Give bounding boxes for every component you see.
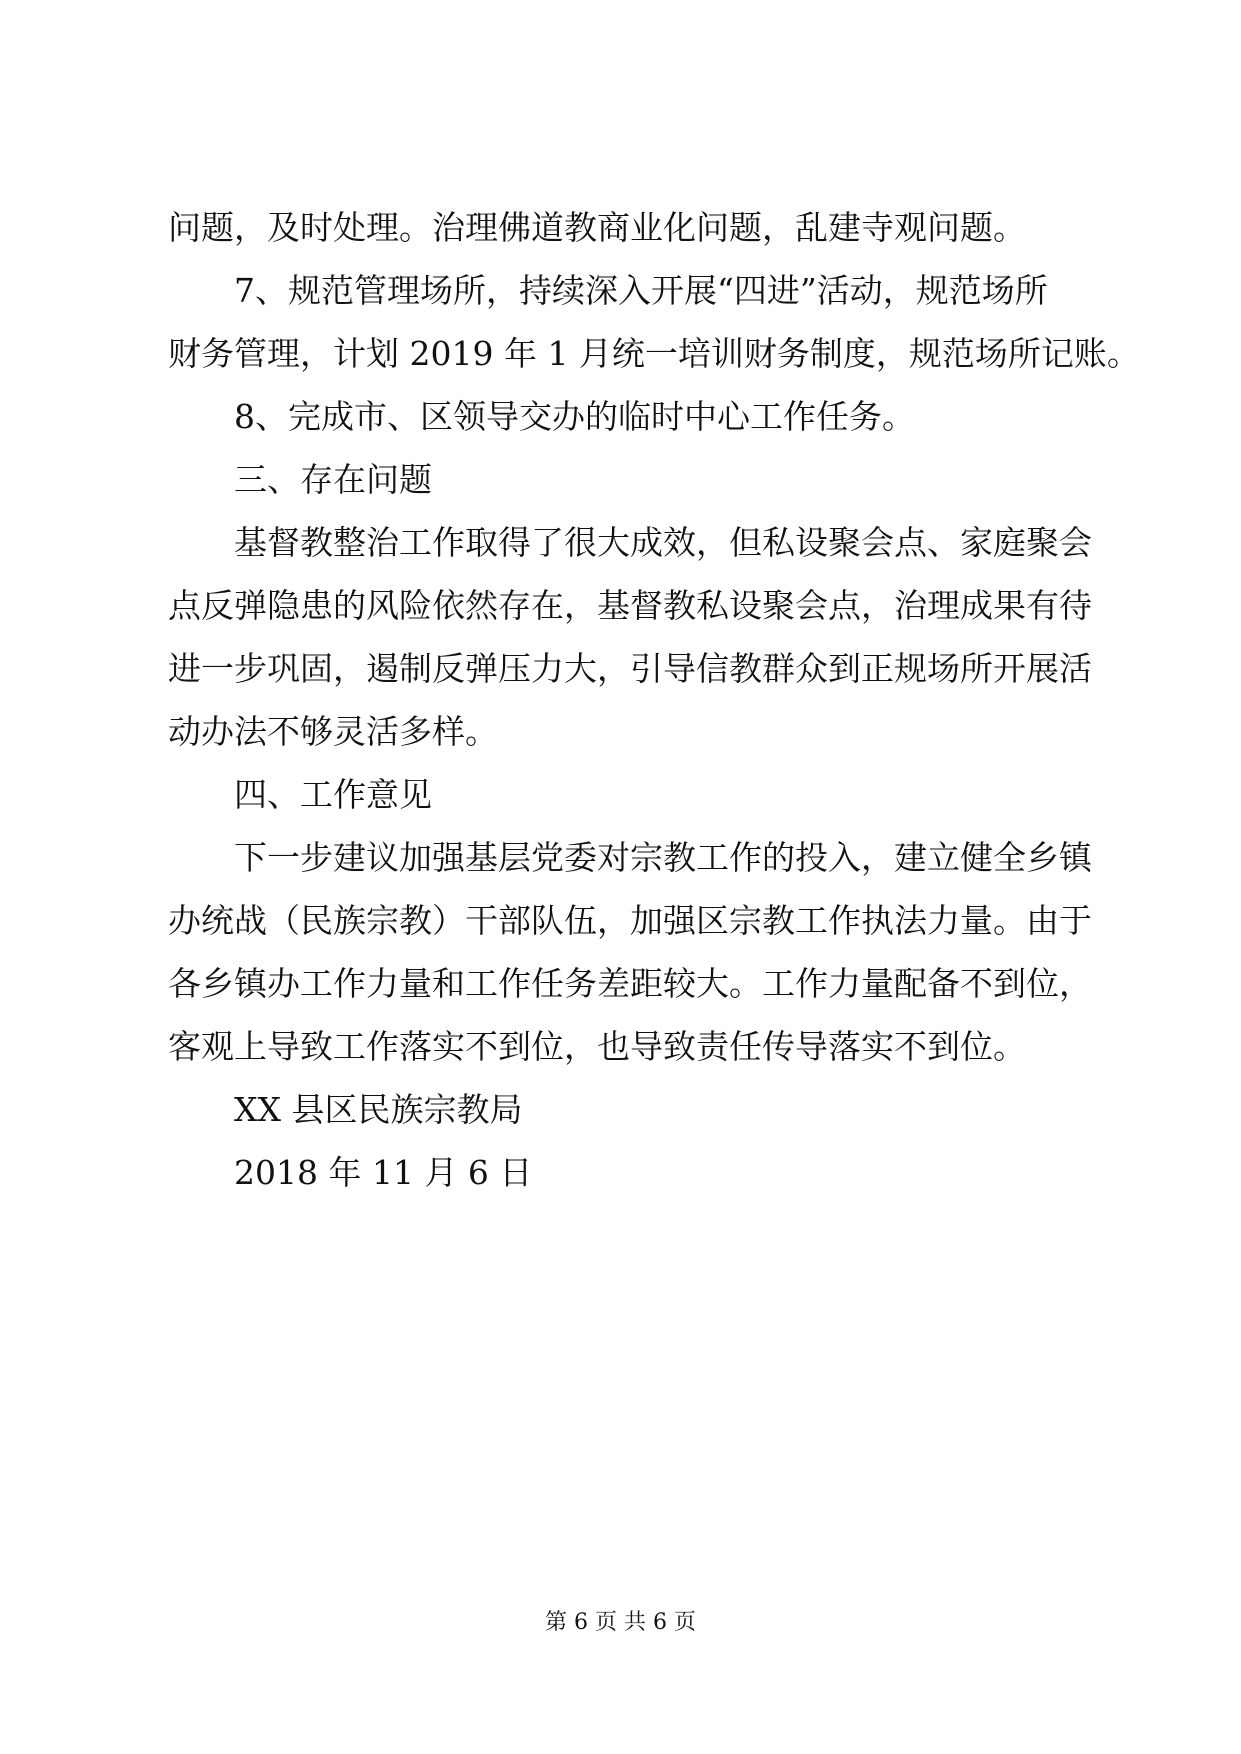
paragraph-line: 8、完成市、区领导交办的临时中心工作任务。 bbox=[234, 397, 915, 436]
signature-date: 2018 年 11 月 6 日 bbox=[234, 1153, 533, 1192]
signature-organization: XX 县区民族宗教局 bbox=[234, 1090, 523, 1129]
paragraph-line: 各乡镇办工作力量和工作任务差距较大。工作力量配备不到位， bbox=[168, 964, 1092, 1003]
paragraph-line: 客观上导致工作落实不到位，也导致责任传导落实不到位。 bbox=[168, 1027, 1026, 1066]
document-body bbox=[168, 196, 1140, 1204]
paragraph-line: 动办法不够灵活多样。 bbox=[168, 712, 498, 751]
paragraph-line: 基督教整治工作取得了很大成效，但私设聚会点、家庭聚会 bbox=[234, 523, 1092, 562]
paragraph-line: 点反弹隐患的风险依然存在，基督教私设聚会点，治理成果有待 bbox=[168, 586, 1092, 625]
page-number-footer: 第 6 页 共 6 页 bbox=[545, 1610, 696, 1635]
paragraph-line: 7、规范管理场所，持续深入开展“四进”活动，规范场所 bbox=[234, 271, 1048, 310]
section-heading: 三、存在问题 bbox=[234, 460, 432, 499]
section-heading: 四、工作意见 bbox=[234, 775, 432, 814]
paragraph-line: 问题，及时处理。治理佛道教商业化问题，乱建寺观问题。 bbox=[168, 208, 1026, 247]
paragraph-line: 办统战（民族宗教）干部队伍，加强区宗教工作执法力量。由于 bbox=[168, 901, 1092, 940]
paragraph-line: 财务管理，计划 2019 年 1 月统一培训财务制度，规范场所记账。 bbox=[168, 334, 1140, 373]
paragraph-line: 进一步巩固，遏制反弹压力大，引导信教群众到正规场所开展活 bbox=[168, 649, 1092, 688]
paragraph-line: 下一步建议加强基层党委对宗教工作的投入，建立健全乡镇 bbox=[234, 838, 1092, 877]
